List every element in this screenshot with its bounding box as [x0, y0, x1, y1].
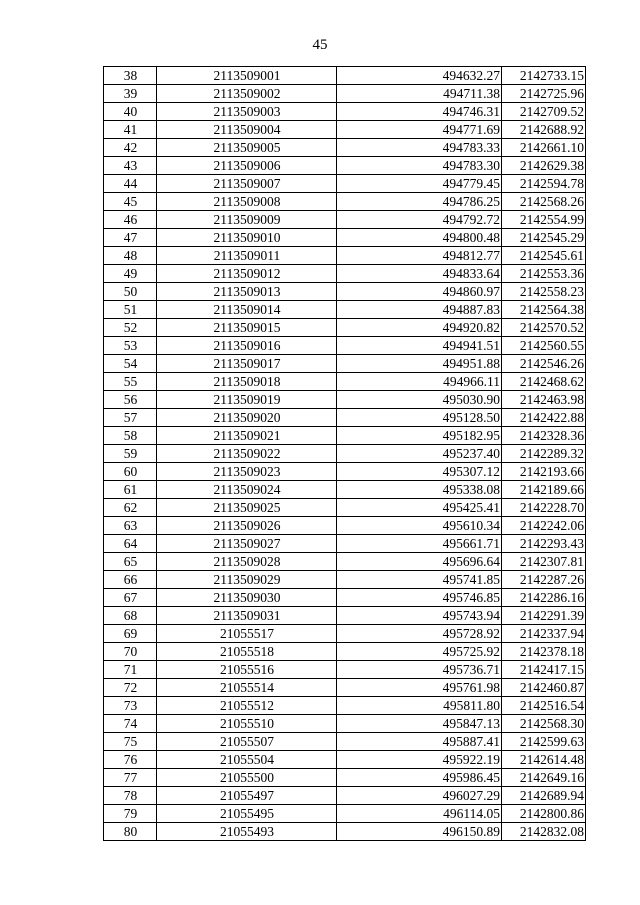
table-row	[104, 463, 586, 481]
point-number-cell: 73	[104, 697, 157, 715]
point-number-cell: 52	[104, 319, 157, 337]
point-id-cell: 2113509025	[157, 499, 337, 517]
x-coordinate-cell: 494941.51	[337, 337, 502, 355]
y-coordinate-cell: 2142228.70	[502, 499, 586, 517]
x-coordinate-cell: 494951.88	[337, 355, 502, 373]
table-row	[104, 787, 586, 805]
point-number-cell: 45	[104, 193, 157, 211]
point-number-cell: 63	[104, 517, 157, 535]
coordinate-table	[103, 66, 586, 841]
point-id-cell: 21055517	[157, 625, 337, 643]
point-id-cell: 21055514	[157, 679, 337, 697]
point-number-cell: 61	[104, 481, 157, 499]
point-id-cell: 2113509016	[157, 337, 337, 355]
x-coordinate-cell: 494746.31	[337, 103, 502, 121]
point-id-cell: 2113509028	[157, 553, 337, 571]
x-coordinate-cell: 496114.05	[337, 805, 502, 823]
table-row	[104, 121, 586, 139]
x-coordinate-cell: 494966.11	[337, 373, 502, 391]
x-coordinate-cell: 494786.25	[337, 193, 502, 211]
y-coordinate-cell: 2142468.62	[502, 373, 586, 391]
table-row	[104, 679, 586, 697]
x-coordinate-cell: 495746.85	[337, 589, 502, 607]
point-number-cell: 62	[104, 499, 157, 517]
point-number-cell: 76	[104, 751, 157, 769]
point-id-cell: 21055512	[157, 697, 337, 715]
y-coordinate-cell: 2142291.39	[502, 607, 586, 625]
x-coordinate-cell: 495761.98	[337, 679, 502, 697]
point-number-cell: 80	[104, 823, 157, 841]
table-row	[104, 445, 586, 463]
point-id-cell: 2113509021	[157, 427, 337, 445]
point-number-cell: 78	[104, 787, 157, 805]
x-coordinate-cell: 495922.19	[337, 751, 502, 769]
point-number-cell: 44	[104, 175, 157, 193]
y-coordinate-cell: 2142286.16	[502, 589, 586, 607]
table-row	[104, 769, 586, 787]
y-coordinate-cell: 2142546.26	[502, 355, 586, 373]
point-id-cell: 2113509010	[157, 229, 337, 247]
table-row	[104, 427, 586, 445]
point-number-cell: 43	[104, 157, 157, 175]
y-coordinate-cell: 2142307.81	[502, 553, 586, 571]
x-coordinate-cell: 494783.30	[337, 157, 502, 175]
table-row	[104, 247, 586, 265]
table-row	[104, 625, 586, 643]
point-id-cell: 21055504	[157, 751, 337, 769]
y-coordinate-cell: 2142545.61	[502, 247, 586, 265]
table-row	[104, 139, 586, 157]
table-row	[104, 337, 586, 355]
table-row	[104, 571, 586, 589]
table-row	[104, 661, 586, 679]
point-number-cell: 71	[104, 661, 157, 679]
point-number-cell: 53	[104, 337, 157, 355]
point-number-cell: 55	[104, 373, 157, 391]
x-coordinate-cell: 495811.80	[337, 697, 502, 715]
y-coordinate-cell: 2142709.52	[502, 103, 586, 121]
x-coordinate-cell: 494800.48	[337, 229, 502, 247]
point-number-cell: 59	[104, 445, 157, 463]
x-coordinate-cell: 494632.27	[337, 67, 502, 85]
point-number-cell: 77	[104, 769, 157, 787]
x-coordinate-cell: 495128.50	[337, 409, 502, 427]
table-row	[104, 607, 586, 625]
point-id-cell: 2113509009	[157, 211, 337, 229]
point-id-cell: 2113509027	[157, 535, 337, 553]
y-coordinate-cell: 2142337.94	[502, 625, 586, 643]
point-number-cell: 67	[104, 589, 157, 607]
point-number-cell: 60	[104, 463, 157, 481]
y-coordinate-cell: 2142553.36	[502, 265, 586, 283]
table-row	[104, 103, 586, 121]
point-id-cell: 2113509012	[157, 265, 337, 283]
table-row	[104, 229, 586, 247]
table-row	[104, 373, 586, 391]
point-id-cell: 21055518	[157, 643, 337, 661]
point-number-cell: 42	[104, 139, 157, 157]
point-number-cell: 72	[104, 679, 157, 697]
y-coordinate-cell: 2142688.92	[502, 121, 586, 139]
page-number: 45	[312, 37, 328, 53]
y-coordinate-cell: 2142594.78	[502, 175, 586, 193]
point-id-cell: 2113509019	[157, 391, 337, 409]
point-id-cell: 2113509011	[157, 247, 337, 265]
x-coordinate-cell: 495661.71	[337, 535, 502, 553]
x-coordinate-cell: 495736.71	[337, 661, 502, 679]
y-coordinate-cell: 2142649.16	[502, 769, 586, 787]
table-row	[104, 499, 586, 517]
point-number-cell: 40	[104, 103, 157, 121]
point-id-cell: 2113509013	[157, 283, 337, 301]
point-id-cell: 2113509017	[157, 355, 337, 373]
x-coordinate-cell: 494792.72	[337, 211, 502, 229]
y-coordinate-cell: 2142554.99	[502, 211, 586, 229]
point-number-cell: 38	[104, 67, 157, 85]
table-row	[104, 301, 586, 319]
point-number-cell: 74	[104, 715, 157, 733]
y-coordinate-cell: 2142193.66	[502, 463, 586, 481]
point-number-cell: 39	[104, 85, 157, 103]
x-coordinate-cell: 494887.83	[337, 301, 502, 319]
table-row	[104, 733, 586, 751]
x-coordinate-cell: 495696.64	[337, 553, 502, 571]
point-id-cell: 2113509007	[157, 175, 337, 193]
point-number-cell: 64	[104, 535, 157, 553]
point-number-cell: 49	[104, 265, 157, 283]
point-id-cell: 21055497	[157, 787, 337, 805]
point-id-cell: 2113509002	[157, 85, 337, 103]
y-coordinate-cell: 2142661.10	[502, 139, 586, 157]
x-coordinate-cell: 495425.41	[337, 499, 502, 517]
table-row	[104, 589, 586, 607]
point-id-cell: 21055500	[157, 769, 337, 787]
table-row	[104, 355, 586, 373]
y-coordinate-cell: 2142328.36	[502, 427, 586, 445]
x-coordinate-cell: 496150.89	[337, 823, 502, 841]
x-coordinate-cell: 495237.40	[337, 445, 502, 463]
point-number-cell: 65	[104, 553, 157, 571]
point-id-cell: 2113509003	[157, 103, 337, 121]
x-coordinate-cell: 495307.12	[337, 463, 502, 481]
table-row	[104, 319, 586, 337]
x-coordinate-cell: 495725.92	[337, 643, 502, 661]
point-number-cell: 56	[104, 391, 157, 409]
y-coordinate-cell: 2142189.66	[502, 481, 586, 499]
point-id-cell: 21055510	[157, 715, 337, 733]
table-row	[104, 85, 586, 103]
point-id-cell: 2113509020	[157, 409, 337, 427]
table-row	[104, 823, 586, 841]
y-coordinate-cell: 2142558.23	[502, 283, 586, 301]
y-coordinate-cell: 2142460.87	[502, 679, 586, 697]
x-coordinate-cell: 495610.34	[337, 517, 502, 535]
point-id-cell: 21055495	[157, 805, 337, 823]
y-coordinate-cell: 2142629.38	[502, 157, 586, 175]
point-number-cell: 57	[104, 409, 157, 427]
x-coordinate-cell: 494812.77	[337, 247, 502, 265]
table-row	[104, 517, 586, 535]
point-id-cell: 2113509024	[157, 481, 337, 499]
point-id-cell: 2113509001	[157, 67, 337, 85]
point-number-cell: 51	[104, 301, 157, 319]
point-number-cell: 48	[104, 247, 157, 265]
y-coordinate-cell: 2142289.32	[502, 445, 586, 463]
table-row	[104, 481, 586, 499]
x-coordinate-cell: 494920.82	[337, 319, 502, 337]
point-id-cell: 21055507	[157, 733, 337, 751]
y-coordinate-cell: 2142422.88	[502, 409, 586, 427]
point-id-cell: 2113509015	[157, 319, 337, 337]
y-coordinate-cell: 2142545.29	[502, 229, 586, 247]
x-coordinate-cell: 495847.13	[337, 715, 502, 733]
table-row	[104, 283, 586, 301]
y-coordinate-cell: 2142516.54	[502, 697, 586, 715]
table-row	[104, 265, 586, 283]
point-number-cell: 75	[104, 733, 157, 751]
x-coordinate-cell: 495338.08	[337, 481, 502, 499]
x-coordinate-cell: 494771.69	[337, 121, 502, 139]
y-coordinate-cell: 2142570.52	[502, 319, 586, 337]
point-id-cell: 2113509022	[157, 445, 337, 463]
y-coordinate-cell: 2142800.86	[502, 805, 586, 823]
y-coordinate-cell: 2142560.55	[502, 337, 586, 355]
point-id-cell: 2113509023	[157, 463, 337, 481]
y-coordinate-cell: 2142417.15	[502, 661, 586, 679]
table-body	[104, 67, 586, 841]
y-coordinate-cell: 2142463.98	[502, 391, 586, 409]
point-id-cell: 2113509008	[157, 193, 337, 211]
point-number-cell: 69	[104, 625, 157, 643]
table-row	[104, 643, 586, 661]
point-id-cell: 2113509005	[157, 139, 337, 157]
point-number-cell: 66	[104, 571, 157, 589]
table-row	[104, 211, 586, 229]
table-row	[104, 535, 586, 553]
table-row	[104, 193, 586, 211]
x-coordinate-cell: 494783.33	[337, 139, 502, 157]
point-id-cell: 2113509018	[157, 373, 337, 391]
point-id-cell: 2113509014	[157, 301, 337, 319]
y-coordinate-cell: 2142293.43	[502, 535, 586, 553]
y-coordinate-cell: 2142733.15	[502, 67, 586, 85]
point-id-cell: 2113509026	[157, 517, 337, 535]
y-coordinate-cell: 2142568.26	[502, 193, 586, 211]
point-id-cell: 2113509029	[157, 571, 337, 589]
y-coordinate-cell: 2142725.96	[502, 85, 586, 103]
y-coordinate-cell: 2142242.06	[502, 517, 586, 535]
point-id-cell: 2113509030	[157, 589, 337, 607]
x-coordinate-cell: 494711.38	[337, 85, 502, 103]
y-coordinate-cell: 2142689.94	[502, 787, 586, 805]
x-coordinate-cell: 494860.97	[337, 283, 502, 301]
table-row	[104, 175, 586, 193]
point-id-cell: 21055516	[157, 661, 337, 679]
x-coordinate-cell: 495741.85	[337, 571, 502, 589]
point-number-cell: 68	[104, 607, 157, 625]
table-row	[104, 697, 586, 715]
x-coordinate-cell: 495728.92	[337, 625, 502, 643]
x-coordinate-cell: 494779.45	[337, 175, 502, 193]
table-row	[104, 67, 586, 85]
table-row	[104, 805, 586, 823]
x-coordinate-cell: 495743.94	[337, 607, 502, 625]
x-coordinate-cell: 494833.64	[337, 265, 502, 283]
x-coordinate-cell: 495986.45	[337, 769, 502, 787]
point-number-cell: 50	[104, 283, 157, 301]
point-number-cell: 58	[104, 427, 157, 445]
point-id-cell: 2113509006	[157, 157, 337, 175]
y-coordinate-cell: 2142832.08	[502, 823, 586, 841]
point-number-cell: 54	[104, 355, 157, 373]
table-row	[104, 391, 586, 409]
point-number-cell: 70	[104, 643, 157, 661]
point-number-cell: 79	[104, 805, 157, 823]
x-coordinate-cell: 495030.90	[337, 391, 502, 409]
point-id-cell: 2113509031	[157, 607, 337, 625]
point-number-cell: 41	[104, 121, 157, 139]
point-number-cell: 47	[104, 229, 157, 247]
x-coordinate-cell: 496027.29	[337, 787, 502, 805]
y-coordinate-cell: 2142287.26	[502, 571, 586, 589]
table-row	[104, 409, 586, 427]
table-row	[104, 157, 586, 175]
point-id-cell: 2113509004	[157, 121, 337, 139]
table-row	[104, 715, 586, 733]
y-coordinate-cell: 2142568.30	[502, 715, 586, 733]
y-coordinate-cell: 2142378.18	[502, 643, 586, 661]
y-coordinate-cell: 2142614.48	[502, 751, 586, 769]
point-id-cell: 21055493	[157, 823, 337, 841]
point-number-cell: 46	[104, 211, 157, 229]
table-row	[104, 553, 586, 571]
x-coordinate-cell: 495182.95	[337, 427, 502, 445]
y-coordinate-cell: 2142564.38	[502, 301, 586, 319]
table-row	[104, 751, 586, 769]
y-coordinate-cell: 2142599.63	[502, 733, 586, 751]
x-coordinate-cell: 495887.41	[337, 733, 502, 751]
